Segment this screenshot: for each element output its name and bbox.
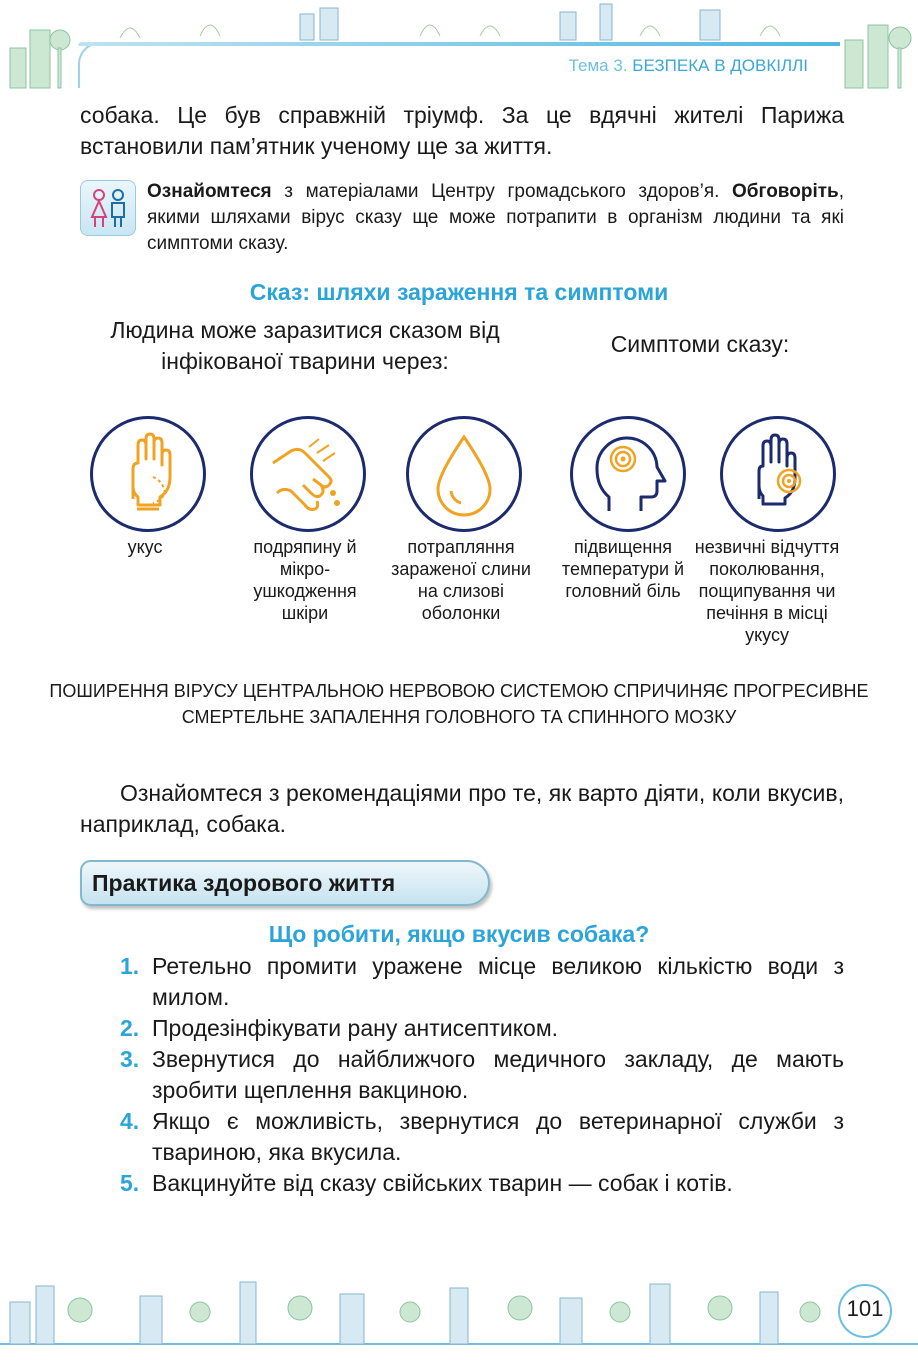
header-topic xyxy=(569,56,808,76)
step-number: 5. xyxy=(120,1170,140,1196)
list-item xyxy=(120,1106,844,1168)
task-bold-discuss: Обговоріть xyxy=(732,181,839,202)
topic-prefix: Тема 3. xyxy=(568,56,628,75)
steps-list xyxy=(120,951,844,1199)
topic-title: БЕЗПЕКА В ДОВКІЛЛІ xyxy=(632,56,808,75)
recommend-paragraph: Ознайомтеся з рекомендаціями про те, як варто діяти, коли вкусив, наприклад, собака. xyxy=(80,780,844,837)
list-item xyxy=(120,951,844,1013)
caption-fever: підвищення температури й головний біль xyxy=(561,537,685,601)
discussion-people-icon xyxy=(80,180,136,236)
caption-itch: незвичні відчуття поколювання, пощипування чи печіння в місці укусу xyxy=(694,537,840,645)
task-bold-familiarize: Ознайомтеся xyxy=(147,181,272,202)
step-text: Звернутися до найближчого медичного закладу, де мають зробити щеплення вакциною. xyxy=(152,1046,844,1103)
step-text: Продезінфікувати рану антисептиком. xyxy=(152,1015,559,1041)
step-number: 2. xyxy=(120,1015,140,1041)
drop-icon xyxy=(406,416,522,532)
task-text-2: , якими шляхами вірус сказу ще може потрапити в організм людини та які симптоми сказу. xyxy=(147,181,844,254)
practice-label: Практика здорового життя xyxy=(92,870,396,896)
page-number: 101 xyxy=(846,1296,884,1321)
step-text: Ретельно промити уражене місце великою кількістю води з милом. xyxy=(152,953,844,1010)
step-number: 3. xyxy=(120,1046,140,1072)
caption-saliva: потрапляння зараженої слини на слизові оболонки xyxy=(391,537,531,623)
scratch-hand-icon xyxy=(250,416,366,532)
list-item xyxy=(120,1044,844,1106)
list-item xyxy=(120,1168,844,1199)
step-text: Вакцинуйте від сказу свійських тварин — собак і котів. xyxy=(152,1170,733,1196)
infographic-title: Сказ: шляхи зараження та симптоми xyxy=(249,279,669,305)
intro-paragraph: собака. Це був справжній тріумф. За це вдячні жителі Парижа встановили пам’ятник ученому ще за життя. xyxy=(80,102,844,159)
consequence-text: ПОШИРЕННЯ ВІРУСУ ЦЕНТРАЛЬНОЮ НЕРВОВОЮ СИСТЕМОЮ СПРИЧИНЯЄ ПРОГРЕСИВНЕ СМЕРТЕЛЬНЕ ЗАПАЛЕННЯ ГОЛОВНОГО ТА СПИННОГО МОЗКУ xyxy=(49,681,869,727)
step-number: 1. xyxy=(120,953,140,979)
steps-title: Що робити, якщо вкусив собака? xyxy=(268,921,650,947)
transmission-heading: Людина може заразитися сказом від інфікованої тварини через: xyxy=(110,317,500,374)
footer-city-decoration xyxy=(0,1272,918,1360)
step-number: 4. xyxy=(120,1108,140,1134)
step-text: Якщо є можливість, звернутися до ветеринарної служби з твариною, яка вкусила. xyxy=(152,1108,844,1165)
head-fever-icon xyxy=(570,416,686,532)
task-text-1: з матеріалами Центру громадського здоров’я. xyxy=(271,181,733,202)
symptoms-heading: Симптоми сказу: xyxy=(610,331,790,357)
task-text xyxy=(147,179,844,257)
hand-itch-icon xyxy=(720,416,836,532)
caption-scratch: подряпину й мікро-ушкодження шкіри xyxy=(253,537,357,623)
hand-bite-icon xyxy=(90,416,206,532)
list-item xyxy=(120,1013,844,1044)
caption-bite: укус xyxy=(127,537,163,557)
